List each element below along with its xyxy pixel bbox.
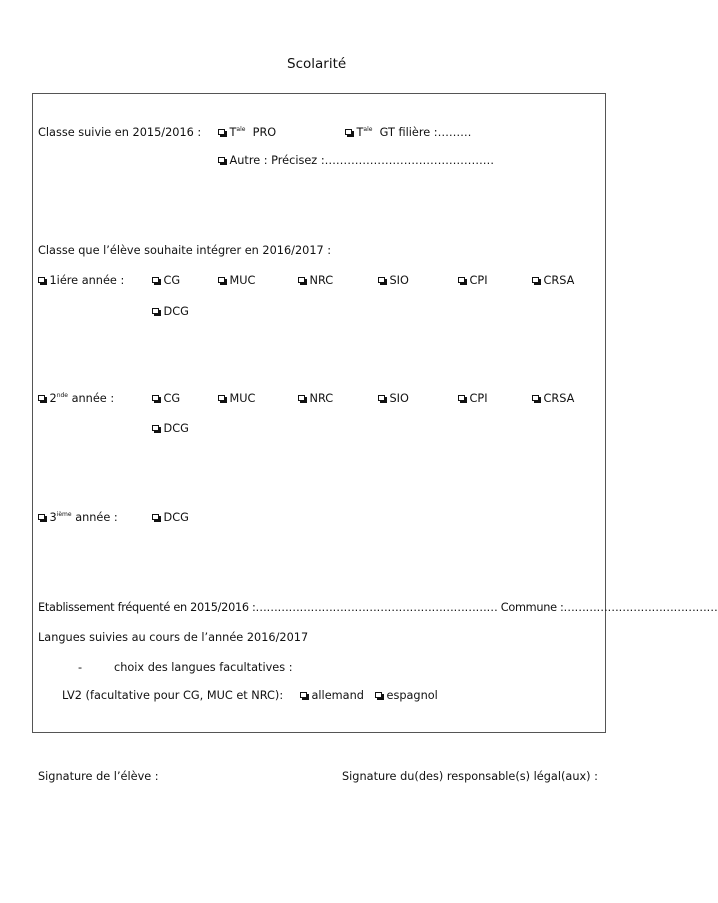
option-label: CG [163,392,181,405]
year1-label [38,275,124,286]
year1-option-muc[interactable] [218,275,255,286]
checkbox-icon[interactable] [378,395,385,402]
year2-option-cpi[interactable] [458,393,488,404]
checkbox-icon[interactable] [532,277,539,284]
option-tale-gt-rest: GT filière :……… [379,126,472,139]
checkbox-icon[interactable] [218,129,225,136]
checkbox-icon[interactable] [300,692,307,699]
option-label: CRSA [543,274,575,287]
option-tale-pro[interactable] [218,127,276,138]
year2-label-sup: nde [56,392,68,399]
year2-option-sio[interactable] [378,393,409,404]
option-label: MUC [229,392,256,405]
option-label: DCG [163,422,189,435]
checkbox-icon[interactable] [345,129,352,136]
checkbox-icon[interactable] [218,157,225,164]
option-label: CG [163,274,181,287]
checkbox-icon[interactable] [38,277,45,284]
checkbox-icon[interactable] [38,395,45,402]
option-tale-gt-base: T [356,126,364,139]
checkbox-icon[interactable] [458,395,465,402]
year2-option-dcg[interactable] [152,423,189,434]
checkbox-icon[interactable] [152,308,159,315]
checkbox-icon[interactable] [152,395,159,402]
checkbox-icon[interactable] [218,395,225,402]
year3-option-dcg[interactable] [152,512,189,523]
checkbox-icon[interactable] [378,277,385,284]
option-tale-gt[interactable] [345,127,471,138]
option-tale-pro-base: T [229,126,237,139]
option-label: DCG [163,511,189,524]
option-label: CPI [469,274,488,287]
option-label: CRSA [543,392,575,405]
year1-option-sio[interactable] [378,275,409,286]
year3-label-sup: ième [56,511,72,518]
checkbox-icon[interactable] [152,514,159,521]
checkbox-icon[interactable] [298,395,305,402]
option-tale-pro-sup: ale [236,126,246,133]
option-label: NRC [309,392,334,405]
option-autre-label: Autre : Précisez :……………………………………… [229,154,495,167]
option-label: NRC [309,274,334,287]
checkbox-icon[interactable] [38,514,45,521]
option-tale-gt-sup: ale [363,126,373,133]
souhait-label: Classe que l’élève souhaite intégrer en 2016/2017 : [38,244,332,257]
year2-label-rest: année : [71,392,115,405]
year3-label-base: 3 [49,511,57,524]
lv2-label: LV2 (facultative pour CG, MUC et NRC): [62,689,284,702]
langues-dash: - [78,661,83,674]
year1-option-nrc[interactable] [298,275,333,286]
year2-option-crsa[interactable] [532,393,574,404]
year1-label-text: 1iére année : [49,274,125,287]
checkbox-icon[interactable] [152,277,159,284]
option-label: MUC [229,274,256,287]
signature-responsable: Signature du(des) responsable(s) légal(aux) : [342,770,598,783]
option-label: SIO [389,274,409,287]
year3-label-rest: année : [75,511,118,524]
signature-eleve: Signature de l’élève : [38,770,159,783]
year1-option-crsa[interactable] [532,275,574,286]
year2-label-base: 2 [49,392,57,405]
checkbox-icon[interactable] [532,395,539,402]
option-label: allemand [311,689,364,702]
year3-label [38,512,118,523]
year2-option-cg[interactable] [152,393,180,404]
checkbox-icon[interactable] [458,277,465,284]
option-autre[interactable] [218,155,494,166]
option-label: SIO [389,392,409,405]
page-title: Scolarité [287,56,347,72]
year1-option-cpi[interactable] [458,275,488,286]
year2-option-muc[interactable] [218,393,255,404]
checkbox-icon[interactable] [218,277,225,284]
year1-option-dcg[interactable] [152,306,189,317]
year1-option-cg[interactable] [152,275,180,286]
option-label: CPI [469,392,488,405]
etablissement-line[interactable]: Etablissement fréquenté en 2015/2016 :………………………………………………………… Commune :…………………………………… [38,601,718,614]
classe-suivie-label: Classe suivie en 2015/2016 : [38,126,202,139]
option-label: espagnol [386,689,438,702]
year2-option-nrc[interactable] [298,393,333,404]
option-espagnol[interactable] [375,690,438,701]
langues-label: Langues suivies au cours de l’année 2016/2017 [38,631,309,644]
option-allemand[interactable] [300,690,364,701]
checkbox-icon[interactable] [298,277,305,284]
option-tale-pro-rest: PRO [252,126,277,139]
option-label: DCG [163,305,189,318]
checkbox-icon[interactable] [375,692,382,699]
checkbox-icon[interactable] [152,425,159,432]
langues-facultatives: choix des langues facultatives : [114,661,293,674]
year2-label [38,393,114,404]
